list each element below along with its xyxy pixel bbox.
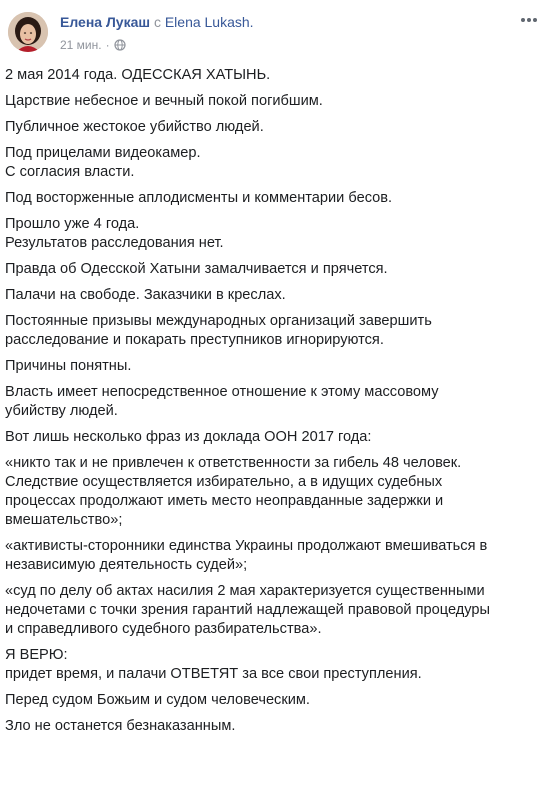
post-text-line: «никто так и не привлечен к ответственности за гибель 48 человек. [5,455,462,471]
post-paragraph [5,383,545,421]
post-paragraph [5,646,545,684]
post-text-line: Под прицелами видеокамер. [5,145,201,161]
post-text-line: вмешательство»; [5,512,123,528]
post-paragraph [5,454,545,530]
post-paragraph [5,582,545,639]
more-horizontal-icon [519,12,539,28]
author-line [60,13,254,31]
with-word: с [153,14,161,30]
post-paragraph [5,286,545,305]
author-name-link[interactable]: Елена Лукаш [60,14,151,30]
post-paragraph [5,312,545,350]
post-paragraph [5,92,545,111]
post-text-line: придет время, и палачи ОТВЕТЯТ за все свои преступления. [5,666,422,682]
post-text-line: Результатов расследования нет. [5,235,224,251]
post-text-line: Зло не останется безнаказанным. [5,718,236,734]
post-text-line: С согласия власти. [5,164,135,180]
post-text-line: Под восторженные аплодисменты и комментарии бесов. [5,190,393,206]
post-paragraph [5,189,545,208]
coauthor-name-link[interactable]: Elena Lukash. [164,14,254,30]
post-text-line: Правда об Одесской Хатыни замалчивается и прячется. [5,261,388,277]
author-avatar[interactable] [8,12,48,52]
post-text-line: Палачи на свободе. Заказчики в креслах. [5,287,286,303]
post-text-line: Следствие осуществляется избирательно, а в идущих судебных [5,474,443,490]
post-text-line: убийству людей. [5,403,118,419]
post-text-line: Публичное жестокое убийство людей. [5,119,264,135]
post-text-line: независимую деятельность судей»; [5,557,248,573]
post-text-line: Перед судом Божьим и судом человеческим. [5,692,310,708]
post-text-line: Прошло уже 4 года. [5,216,140,232]
post-paragraph [5,691,545,710]
timestamp-link[interactable]: 21 мин. [60,38,102,52]
post-text-line: «активисты-сторонники единства Украины продолжают вмешиваться в [5,538,488,554]
globe-icon[interactable] [114,39,126,51]
post-text-line: Власть имеет непосредственное отношение к этому массовому [5,384,439,400]
post-paragraph [5,717,545,736]
post-paragraph [5,215,545,253]
meta-separator: · [105,38,110,52]
post-paragraph [5,357,545,376]
post-paragraph [5,537,545,575]
post-text-line: недочетами с точки зрения гарантий надлежащей правовой процедуры [5,602,491,618]
post-paragraph [5,260,545,279]
post-text-line: Царствие небесное и вечный покой погибшим. [5,93,323,109]
post-text-line: Я ВЕРЮ: [5,647,68,663]
post-text-line: Вот лишь несколько фраз из доклада ООН 2017 года: [5,429,372,445]
post-header [0,0,551,66]
post-text-line: и справедливого судебного разбирательства». [5,621,322,637]
post-body [5,66,545,743]
post-text-line: расследование и покарать преступников игнорируются. [5,332,384,348]
more-options-button[interactable] [519,12,539,28]
post-meta [60,37,126,53]
post-paragraph [5,144,545,182]
post-text-line: Причины понятны. [5,358,132,374]
post-paragraph [5,66,545,85]
post-text-line: Постоянные призывы международных организаций завершить [5,313,432,329]
post-paragraph [5,118,545,137]
post-text-line: 2 мая 2014 года. ОДЕССКАЯ ХАТЫНЬ. [5,67,271,83]
post-paragraph [5,428,545,447]
post-text-line: «суд по делу об актах насилия 2 мая характеризуется существенными [5,583,485,599]
post-text-line: процессах продолжают иметь место неоправданные задержки и [5,493,444,509]
